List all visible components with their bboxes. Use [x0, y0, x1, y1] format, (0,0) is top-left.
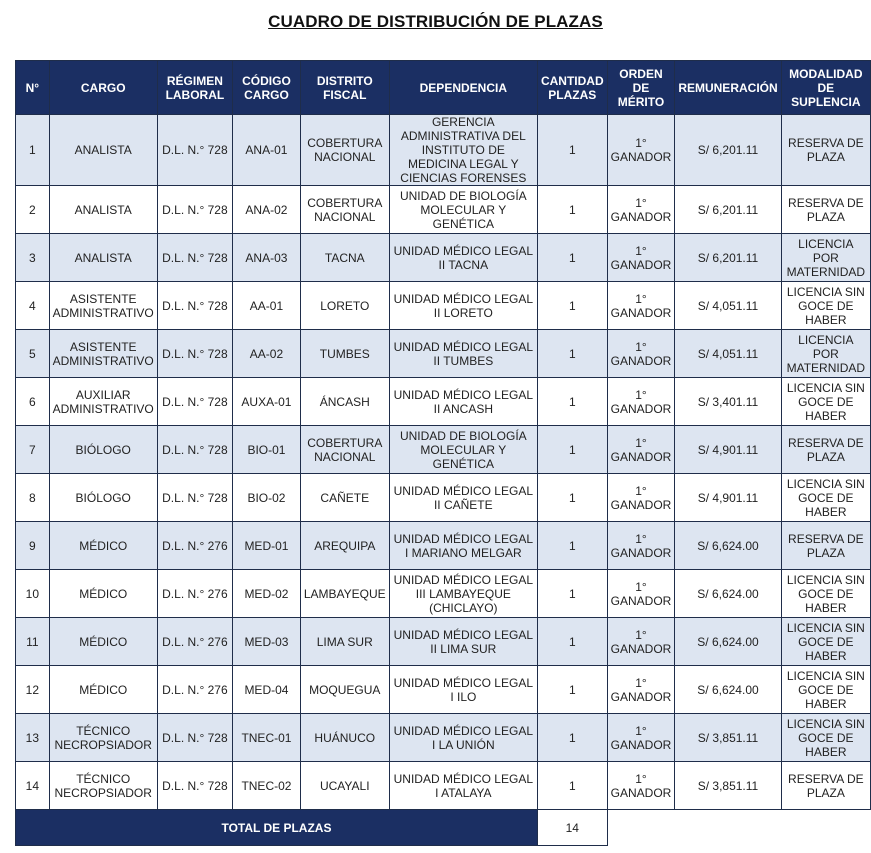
row-numero-cell: 5 [16, 330, 50, 378]
row-numero-cell: 4 [16, 282, 50, 330]
column-header-dependencia: DEPENDENCIA [389, 61, 537, 115]
row-cantidad-cell: 1 [537, 330, 607, 378]
row-cargo-cell: BIÓLOGO [49, 426, 157, 474]
total-label: TOTAL DE PLAZAS [16, 810, 538, 846]
row-distrito-cell: AREQUIPA [300, 522, 389, 570]
total-row-blank [607, 810, 870, 846]
row-orden-cell: 1° GANADOR [607, 522, 675, 570]
row-regimen-cell: D.L. N.° 276 [157, 570, 232, 618]
row-cantidad-cell: 1 [537, 522, 607, 570]
row-cargo-cell: ASISTENTE ADMINISTRATIVO [49, 330, 157, 378]
table-row [16, 234, 871, 282]
row-dependencia-cell: UNIDAD MÉDICO LEGAL II TACNA [389, 234, 537, 282]
row-distrito-cell: CAÑETE [300, 474, 389, 522]
column-header-orden: ORDEN DE MÉRITO [607, 61, 675, 115]
row-remuneracion-cell: S/ 6,624.00 [675, 666, 781, 714]
table-row [16, 714, 871, 762]
row-regimen-cell: D.L. N.° 728 [157, 378, 232, 426]
table-row [16, 282, 871, 330]
table-row [16, 426, 871, 474]
row-remuneracion-cell: S/ 6,201.11 [675, 186, 781, 234]
row-cargo-cell: MÉDICO [49, 618, 157, 666]
row-regimen-cell: D.L. N.° 276 [157, 666, 232, 714]
row-numero-cell: 11 [16, 618, 50, 666]
row-numero-cell: 6 [16, 378, 50, 426]
row-remuneracion-cell: S/ 3,401.11 [675, 378, 781, 426]
row-numero-cell: 1 [16, 115, 50, 186]
row-remuneracion-cell: S/ 4,901.11 [675, 474, 781, 522]
column-header-numero: N° [16, 61, 50, 115]
row-cargo-cell: BIÓLOGO [49, 474, 157, 522]
row-dependencia-cell: UNIDAD MÉDICO LEGAL II LORETO [389, 282, 537, 330]
plazas-table [15, 60, 871, 846]
row-codigo-cell: MED-03 [233, 618, 301, 666]
column-header-modalidad: MODALIDAD DE SUPLENCIA [781, 61, 870, 115]
row-dependencia-cell: UNIDAD DE BIOLOGÍA MOLECULAR Y GENÉTICA [389, 186, 537, 234]
row-codigo-cell: MED-01 [233, 522, 301, 570]
row-modalidad-cell: LICENCIA SIN GOCE DE HABER [781, 618, 870, 666]
table-row [16, 522, 871, 570]
row-distrito-cell: UCAYALI [300, 762, 389, 810]
row-orden-cell: 1° GANADOR [607, 282, 675, 330]
row-orden-cell: 1° GANADOR [607, 714, 675, 762]
row-modalidad-cell: RESERVA DE PLAZA [781, 762, 870, 810]
column-header-remuneracion: REMUNERACIÓN [675, 61, 781, 115]
row-modalidad-cell: LICENCIA SIN GOCE DE HABER [781, 570, 870, 618]
row-codigo-cell: TNEC-02 [233, 762, 301, 810]
row-cargo-cell: ANALISTA [49, 115, 157, 186]
row-dependencia-cell: UNIDAD MÉDICO LEGAL III LAMBAYEQUE (CHICLAYO) [389, 570, 537, 618]
row-orden-cell: 1° GANADOR [607, 762, 675, 810]
row-modalidad-cell: LICENCIA SIN GOCE DE HABER [781, 666, 870, 714]
row-codigo-cell: AA-02 [233, 330, 301, 378]
row-cantidad-cell: 1 [537, 115, 607, 186]
row-modalidad-cell: RESERVA DE PLAZA [781, 115, 870, 186]
row-cargo-cell: MÉDICO [49, 522, 157, 570]
row-remuneracion-cell: S/ 3,851.11 [675, 762, 781, 810]
table-row [16, 618, 871, 666]
table-row [16, 186, 871, 234]
row-numero-cell: 12 [16, 666, 50, 714]
row-orden-cell: 1° GANADOR [607, 330, 675, 378]
row-dependencia-cell: UNIDAD MÉDICO LEGAL I MARIANO MELGAR [389, 522, 537, 570]
table-row [16, 330, 871, 378]
row-dependencia-cell: UNIDAD MÉDICO LEGAL II ANCASH [389, 378, 537, 426]
row-codigo-cell: BIO-01 [233, 426, 301, 474]
row-codigo-cell: AA-01 [233, 282, 301, 330]
row-distrito-cell: ÁNCASH [300, 378, 389, 426]
row-distrito-cell: TUMBES [300, 330, 389, 378]
table-body [16, 115, 871, 810]
row-cantidad-cell: 1 [537, 282, 607, 330]
row-regimen-cell: D.L. N.° 276 [157, 522, 232, 570]
row-regimen-cell: D.L. N.° 728 [157, 186, 232, 234]
row-regimen-cell: D.L. N.° 728 [157, 234, 232, 282]
row-modalidad-cell: LICENCIA SIN GOCE DE HABER [781, 474, 870, 522]
row-codigo-cell: MED-04 [233, 666, 301, 714]
row-remuneracion-cell: S/ 6,201.11 [675, 234, 781, 282]
column-header-cargo: CARGO [49, 61, 157, 115]
row-cantidad-cell: 1 [537, 186, 607, 234]
row-cantidad-cell: 1 [537, 762, 607, 810]
row-codigo-cell: ANA-01 [233, 115, 301, 186]
table-row [16, 666, 871, 714]
row-dependencia-cell: GERENCIA ADMINISTRATIVA DEL INSTITUTO DE MEDICINA LEGAL Y CIENCIAS FORENSES [389, 115, 537, 186]
row-numero-cell: 8 [16, 474, 50, 522]
row-modalidad-cell: LICENCIA POR MATERNIDAD [781, 234, 870, 282]
row-numero-cell: 14 [16, 762, 50, 810]
table-row [16, 570, 871, 618]
row-dependencia-cell: UNIDAD MÉDICO LEGAL I LA UNIÓN [389, 714, 537, 762]
row-modalidad-cell: LICENCIA SIN GOCE DE HABER [781, 378, 870, 426]
table-header-row [16, 61, 871, 115]
row-cargo-cell: TÉCNICO NECROPSIADOR [49, 714, 157, 762]
row-cargo-cell: ANALISTA [49, 186, 157, 234]
row-dependencia-cell: UNIDAD MÉDICO LEGAL II LIMA SUR [389, 618, 537, 666]
row-numero-cell: 9 [16, 522, 50, 570]
row-orden-cell: 1° GANADOR [607, 378, 675, 426]
row-remuneracion-cell: S/ 4,051.11 [675, 330, 781, 378]
row-regimen-cell: D.L. N.° 728 [157, 282, 232, 330]
column-header-cantidad: CANTIDAD PLAZAS [537, 61, 607, 115]
row-orden-cell: 1° GANADOR [607, 426, 675, 474]
row-remuneracion-cell: S/ 6,624.00 [675, 522, 781, 570]
total-value: 14 [537, 810, 607, 846]
row-distrito-cell: MOQUEGUA [300, 666, 389, 714]
row-distrito-cell: COBERTURA NACIONAL [300, 426, 389, 474]
row-dependencia-cell: UNIDAD MÉDICO LEGAL II CAÑETE [389, 474, 537, 522]
row-cargo-cell: ANALISTA [49, 234, 157, 282]
table-row [16, 378, 871, 426]
row-remuneracion-cell: S/ 3,851.11 [675, 714, 781, 762]
row-modalidad-cell: RESERVA DE PLAZA [781, 186, 870, 234]
total-row [16, 810, 871, 846]
row-cargo-cell: TÉCNICO NECROPSIADOR [49, 762, 157, 810]
table-row [16, 762, 871, 810]
table-row [16, 474, 871, 522]
row-modalidad-cell: RESERVA DE PLAZA [781, 522, 870, 570]
row-cantidad-cell: 1 [537, 474, 607, 522]
row-distrito-cell: LAMBAYEQUE [300, 570, 389, 618]
row-modalidad-cell: LICENCIA SIN GOCE DE HABER [781, 714, 870, 762]
row-cargo-cell: AUXILIAR ADMINISTRATIVO [49, 378, 157, 426]
row-orden-cell: 1° GANADOR [607, 618, 675, 666]
row-distrito-cell: COBERTURA NACIONAL [300, 186, 389, 234]
row-distrito-cell: HUÁNUCO [300, 714, 389, 762]
row-distrito-cell: LIMA SUR [300, 618, 389, 666]
row-cantidad-cell: 1 [537, 234, 607, 282]
row-regimen-cell: D.L. N.° 276 [157, 618, 232, 666]
row-cantidad-cell: 1 [537, 378, 607, 426]
row-remuneracion-cell: S/ 6,624.00 [675, 618, 781, 666]
row-codigo-cell: TNEC-01 [233, 714, 301, 762]
row-orden-cell: 1° GANADOR [607, 666, 675, 714]
row-remuneracion-cell: S/ 6,201.11 [675, 115, 781, 186]
row-distrito-cell: LORETO [300, 282, 389, 330]
column-header-regimen: RÉGIMEN LABORAL [157, 61, 232, 115]
row-numero-cell: 10 [16, 570, 50, 618]
column-header-distrito: DISTRITO FISCAL [300, 61, 389, 115]
column-header-codigo: CÓDIGO CARGO [233, 61, 301, 115]
row-orden-cell: 1° GANADOR [607, 474, 675, 522]
row-distrito-cell: TACNA [300, 234, 389, 282]
row-numero-cell: 3 [16, 234, 50, 282]
row-cargo-cell: MÉDICO [49, 666, 157, 714]
row-cargo-cell: ASISTENTE ADMINISTRATIVO [49, 282, 157, 330]
row-dependencia-cell: UNIDAD DE BIOLOGÍA MOLECULAR Y GENÉTICA [389, 426, 537, 474]
row-regimen-cell: D.L. N.° 728 [157, 474, 232, 522]
row-dependencia-cell: UNIDAD MÉDICO LEGAL I ILO [389, 666, 537, 714]
row-distrito-cell: COBERTURA NACIONAL [300, 115, 389, 186]
row-remuneracion-cell: S/ 6,624.00 [675, 570, 781, 618]
row-cantidad-cell: 1 [537, 426, 607, 474]
row-codigo-cell: AUXA-01 [233, 378, 301, 426]
row-regimen-cell: D.L. N.° 728 [157, 115, 232, 186]
document-title: CUADRO DE DISTRIBUCIÓN DE PLAZAS [268, 12, 603, 31]
row-regimen-cell: D.L. N.° 728 [157, 330, 232, 378]
row-modalidad-cell: LICENCIA POR MATERNIDAD [781, 330, 870, 378]
row-orden-cell: 1° GANADOR [607, 234, 675, 282]
row-orden-cell: 1° GANADOR [607, 570, 675, 618]
row-regimen-cell: D.L. N.° 728 [157, 426, 232, 474]
row-numero-cell: 13 [16, 714, 50, 762]
row-cargo-cell: MÉDICO [49, 570, 157, 618]
row-numero-cell: 2 [16, 186, 50, 234]
row-cantidad-cell: 1 [537, 570, 607, 618]
row-codigo-cell: MED-02 [233, 570, 301, 618]
row-remuneracion-cell: S/ 4,051.11 [675, 282, 781, 330]
row-cantidad-cell: 1 [537, 714, 607, 762]
row-modalidad-cell: RESERVA DE PLAZA [781, 426, 870, 474]
row-numero-cell: 7 [16, 426, 50, 474]
row-orden-cell: 1° GANADOR [607, 115, 675, 186]
row-regimen-cell: D.L. N.° 728 [157, 762, 232, 810]
row-dependencia-cell: UNIDAD MÉDICO LEGAL II TUMBES [389, 330, 537, 378]
row-codigo-cell: ANA-02 [233, 186, 301, 234]
row-cantidad-cell: 1 [537, 618, 607, 666]
row-codigo-cell: ANA-03 [233, 234, 301, 282]
row-remuneracion-cell: S/ 4,901.11 [675, 426, 781, 474]
row-codigo-cell: BIO-02 [233, 474, 301, 522]
row-dependencia-cell: UNIDAD MÉDICO LEGAL I ATALAYA [389, 762, 537, 810]
row-cantidad-cell: 1 [537, 666, 607, 714]
row-regimen-cell: D.L. N.° 728 [157, 714, 232, 762]
row-orden-cell: 1° GANADOR [607, 186, 675, 234]
table-row [16, 115, 871, 186]
row-modalidad-cell: LICENCIA SIN GOCE DE HABER [781, 282, 870, 330]
